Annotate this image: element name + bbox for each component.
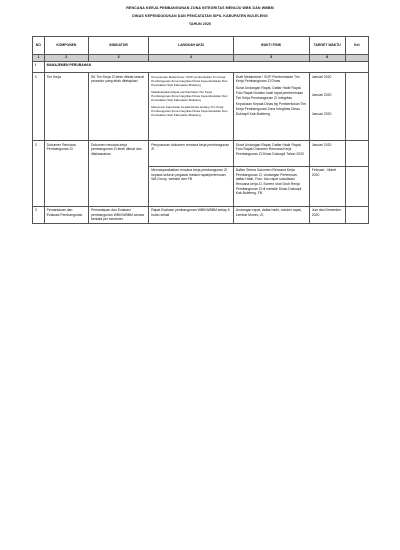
evidence-item: Keputusan Kepala Dinas ttg Pembentukan Tim Kerja Pembangunan Zona Integritas Dinas Dukcapil Kab.Buleleng	[235, 102, 307, 116]
section-number: I	[33, 61, 45, 73]
action-item: Melaksanakan Rapat pembentukan Tim Kerja Pembangunan Zona Integritas Dinas Kependudukan Dan Pencatatan Sipil Kabupaten Buleleng	[151, 89, 228, 103]
header-komponen: KOMPONEN	[44, 37, 88, 55]
bukti-fisik-cell: Undangan rapat, daftar hadir, notulen rapat, Lembar Monev, ZI,	[233, 206, 309, 224]
target-item: Januari 2020	[311, 111, 332, 116]
evidence-item: Surat Undangan Rapat, Daftar Hadir Rapat, Foto Rapat Notulen hasil rapat pembentukan Tim Kerja Pembangunan ZI Integritas	[235, 86, 304, 100]
bukti-fisik-cell: Surat Undangan Rapat, Daftar Hadir Rapat, Foto Rapat Dokumen Rencana Kerja Pembangunan ZI Dinas Dukcapil Tahun 2020	[233, 141, 309, 167]
ket-cell	[345, 141, 368, 167]
target-cell: Juni dan Desember 2020	[309, 206, 345, 224]
komponen-cell: Pemantauan dan Evaluasi Pembangunan	[44, 206, 88, 224]
langkah-aksi-cell: Penyusunan dokumen rencana kerja pembangunan ZI	[149, 141, 234, 167]
table-row	[33, 206, 369, 224]
target-cell: Februari - Maret 2020	[309, 166, 345, 206]
column-number: 6	[309, 54, 345, 61]
target-cell: Januari 2020	[309, 141, 345, 167]
header-langkah-aksi: LANGKAH AKSI	[149, 37, 234, 55]
document-year: TAHUN 2020	[188, 22, 212, 26]
header-row	[33, 37, 369, 55]
bukti-fisik-cell	[233, 73, 309, 141]
row-number: 3	[33, 206, 45, 224]
komponen-cell: Tim Kerja	[44, 73, 88, 141]
header-no: NO	[33, 37, 45, 55]
header-target-waktu: TARGET WAKTU	[309, 37, 345, 55]
document-subtitle: DINAS KEPENDUDUKAN DAN PENCATATAN SIPIL KABUPATEN BULELENG	[132, 14, 268, 18]
indikator-cell: Dokumen rencana kerja pembangunan ZI telah dibuat dan dilaksanakan	[88, 141, 148, 207]
column-number: 2	[44, 54, 88, 61]
bukti-fisik-cell: Daftar Terima Dokumen Rencana Kerja Pembangunan ZI, Undangan Pertemuan, daftar Hadir, Foto, foto rapat sosialisasi Rencana kerja ZI, Screen shot Grub Renja Pembangunan ZI di website Dinas Dukcapil Kab.Buleleng, FB	[233, 166, 309, 206]
indikator-cell: Pemantauan dan Evaluasi pembangunan WBK/WBBM secara berkala per semester	[88, 206, 148, 224]
column-number: 3	[88, 54, 148, 61]
column-number: 4	[149, 54, 234, 61]
ket-cell	[345, 73, 368, 141]
langkah-aksi-cell: Rapat Evaluasi pembangunan WBK/WBBM setiap 6 bulan sekali	[149, 206, 234, 224]
target-item: Januari 2020	[311, 93, 332, 98]
row-number: 2	[33, 141, 45, 207]
langkah-aksi-cell: Memasyarakatkan rencana kerja pembangunan ZI kepada seluruh pegawai melalui rapat/pertemuan, WA Group, website dan FB	[149, 166, 234, 206]
row-number: 1	[33, 73, 45, 141]
table-row	[33, 141, 369, 167]
column-number: 1	[33, 54, 45, 61]
section-row	[33, 61, 369, 73]
indikator-cell: SK Tim Kerja ZI telah dibuat sesuai prosedur yang telah ditetapkan	[88, 73, 148, 141]
header-bukti-fisik: BUKTI FISIK	[233, 37, 309, 55]
header-ket: Ket	[345, 37, 368, 55]
work-plan-table	[32, 36, 369, 224]
action-item: Menyusun Keputusan Kepala Dinas tentang Tim Kerja Pembangunan Zona Integritas Dinas Kependudukan Dan Pencatatan Sipil Kabupaten Buleleng	[151, 104, 228, 118]
action-item: Penyusunan Mekanisme / SOP pembentukan Tim Kerja Pembangunan Zona Integritas Dinas Kependudukan Dan Pencatatan Sipil Kabupaten Buleleng	[151, 74, 228, 88]
langkah-aksi-cell	[149, 73, 234, 141]
evidence-item: Draft Mekanisme / SOP Pembentukan Tim Kerja Pembangunan ZI Dinas	[235, 74, 300, 84]
column-number	[345, 54, 368, 61]
target-cell	[309, 73, 345, 141]
target-item: Januari 2020	[311, 74, 332, 79]
header-indikator: INDIKATOR	[88, 37, 148, 55]
ket-cell	[345, 206, 368, 224]
document-title: RENCANA KERJA PEMBANGUNAN ZONA INTEGRITAS MENUJU WBK DAN WBBM	[126, 6, 274, 10]
column-number: 5	[233, 54, 309, 61]
ket-cell	[345, 166, 368, 206]
table-row	[33, 73, 369, 141]
section-title: MANAJEMEN PERUBAHAN	[44, 61, 368, 73]
komponen-cell: Dokumen Rencana Pembangunan ZI	[44, 141, 88, 207]
column-number-row	[33, 54, 369, 61]
